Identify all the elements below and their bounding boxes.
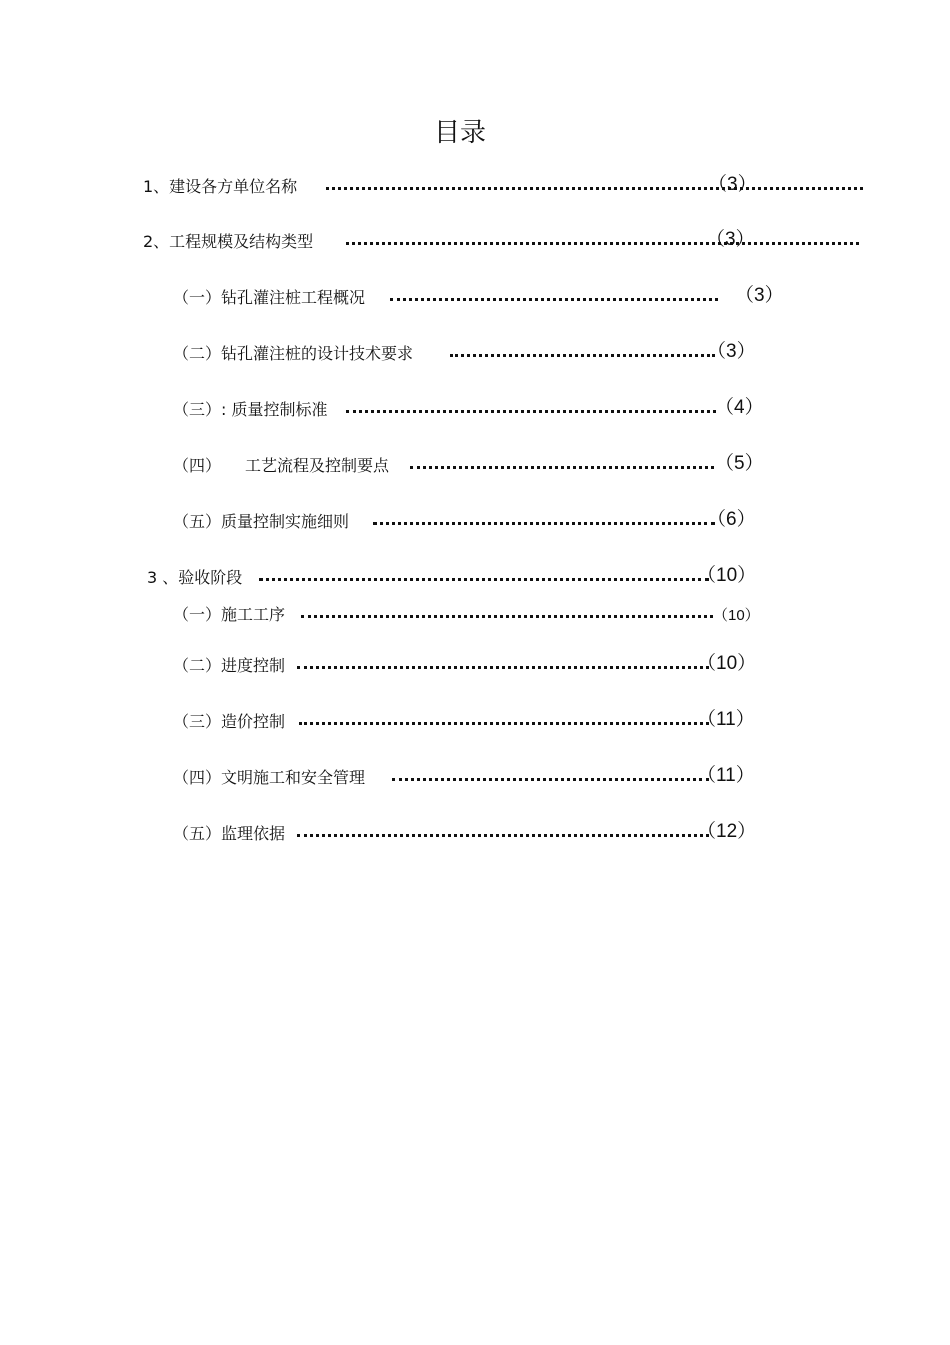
toc-page-number: （3） (707, 341, 756, 362)
toc-page-number: （12） (697, 821, 757, 842)
toc-entry-label: （五）质量控制实施细则 (173, 512, 350, 531)
toc-page-number: （10） (697, 565, 757, 586)
toc-leader-dots (297, 666, 709, 669)
toc-leader-dots (450, 354, 715, 357)
toc-entry-label: （二）进度控制 (173, 656, 286, 675)
toc-entry-3-5[interactable] (173, 823, 793, 845)
toc-entry-3-2[interactable] (173, 655, 793, 677)
toc-entry-label: （四）文明施工和安全管理 (173, 768, 366, 787)
toc-entry-2-4[interactable] (173, 455, 793, 477)
toc-leader-dots (301, 615, 713, 618)
toc-page-number: （6） (707, 509, 756, 530)
toc-entry-3-1[interactable] (173, 604, 793, 626)
toc-leader-dots (259, 578, 709, 581)
toc-entry-2-2[interactable] (173, 343, 793, 365)
toc-entry-3-3[interactable] (173, 711, 793, 733)
toc-entry-label: （五）监理依据 (173, 824, 286, 843)
toc-page-number: （3） (735, 285, 784, 306)
toc-entry-2[interactable] (143, 231, 763, 253)
toc-leader-dots (326, 187, 863, 190)
toc-page-number: （11） (697, 709, 755, 730)
toc-leader-dots (390, 298, 718, 301)
toc-page-number: （5） (715, 453, 764, 474)
toc-entry-2-5[interactable] (173, 511, 793, 533)
toc-entry-label: 3 、验收阶段 (147, 568, 243, 587)
page-title: 目录 (433, 118, 486, 148)
toc-page-number: （11） (697, 765, 755, 786)
toc-entry-2-3[interactable] (173, 399, 793, 421)
toc-leader-dots (373, 522, 715, 525)
toc-leader-dots (346, 242, 859, 245)
toc-page-number: （3） (708, 174, 757, 195)
toc-entry-label: （二）钻孔灌注桩的设计技术要求 (173, 344, 414, 363)
toc-page-number: （4） (715, 397, 764, 418)
toc-leader-dots (392, 778, 709, 781)
toc-entry-1[interactable] (143, 176, 763, 198)
toc-entry-label: （三）造价控制 (173, 712, 286, 731)
toc-leader-dots (410, 466, 714, 469)
toc-entry-3-4[interactable] (173, 767, 793, 789)
toc-leader-dots (346, 410, 716, 413)
toc-entry-label: 2、工程规模及结构类型 (143, 232, 314, 251)
toc-entry-label: （一）施工工序 (173, 605, 286, 624)
toc-entry-label: （三）: 质量控制标准 (173, 400, 328, 419)
toc-page-number: （10） (697, 653, 757, 674)
toc-entry-label: （四） 工艺流程及控制要点 (173, 456, 390, 475)
toc-leader-dots (297, 834, 709, 837)
toc-page-number: （10） (713, 607, 760, 624)
toc-leader-dots (299, 722, 709, 725)
toc-page-number: （3） (706, 229, 755, 250)
toc-entry-2-1[interactable] (173, 287, 793, 309)
toc-entry-3[interactable] (147, 567, 767, 589)
toc-entry-label: 1、建设各方单位名称 (143, 177, 298, 196)
toc-entry-label: （一）钻孔灌注桩工程概况 (173, 288, 366, 307)
